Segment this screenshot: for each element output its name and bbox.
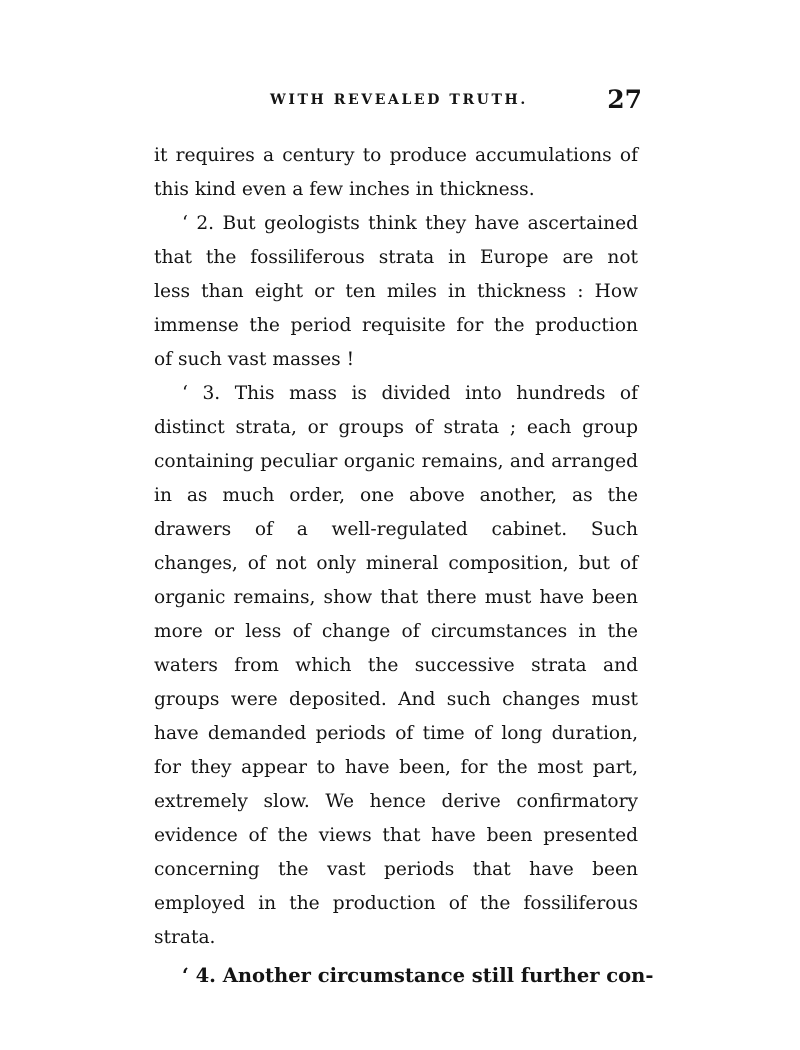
text-line: drawers of a well-regulated cabinet. Such (154, 519, 638, 540)
text-line: employed in the production of the fossiliferous (154, 893, 638, 914)
running-head (270, 86, 642, 116)
text-line: have demanded periods of time of long duration, (154, 723, 638, 744)
text-line: strata. (154, 927, 216, 948)
text-line: immense the period requisite for the production (154, 315, 638, 336)
text-line: more or less of change of circumstances in the (154, 621, 638, 642)
text-line: distinct strata, or groups of strata ; each group (154, 417, 638, 438)
text-line: ‘ 4. Another circumstance still further con- (182, 964, 654, 987)
body-text (154, 139, 654, 993)
text-line: in as much order, one above another, as the (154, 485, 638, 506)
text-line: groups were deposited. And such changes must (154, 689, 638, 710)
text-line: it requires a century to produce accumulations of (154, 145, 638, 166)
text-line: changes, of not only mineral composition, but of (154, 553, 638, 574)
text-line: waters from which the successive strata and (154, 655, 638, 676)
text-line: concerning the vast periods that have been (154, 859, 638, 880)
text-line: containing peculiar organic remains, and arranged (154, 451, 638, 472)
running-title: WITH REVEALED TRUTH. (270, 92, 528, 108)
page-number: 27 (607, 85, 642, 114)
text-line: organic remains, show that there must have been (154, 587, 638, 608)
text-line: for they appear to have been, for the most part, (154, 757, 638, 778)
text-line: of such vast masses ! (154, 349, 355, 370)
text-line: ‘ 2. But geologists think they have ascertained (182, 213, 638, 234)
text-line: less than eight or ten miles in thickness : How (154, 281, 638, 302)
text-line: that the fossiliferous strata in Europe are not (154, 247, 638, 268)
text-line: ‘ 3. This mass is divided into hundreds of (182, 383, 638, 404)
text-line: evidence of the views that have been presented (154, 825, 638, 846)
text-line: extremely slow. We hence derive confirmatory (154, 791, 638, 812)
text-line: this kind even a few inches in thickness. (154, 179, 535, 200)
